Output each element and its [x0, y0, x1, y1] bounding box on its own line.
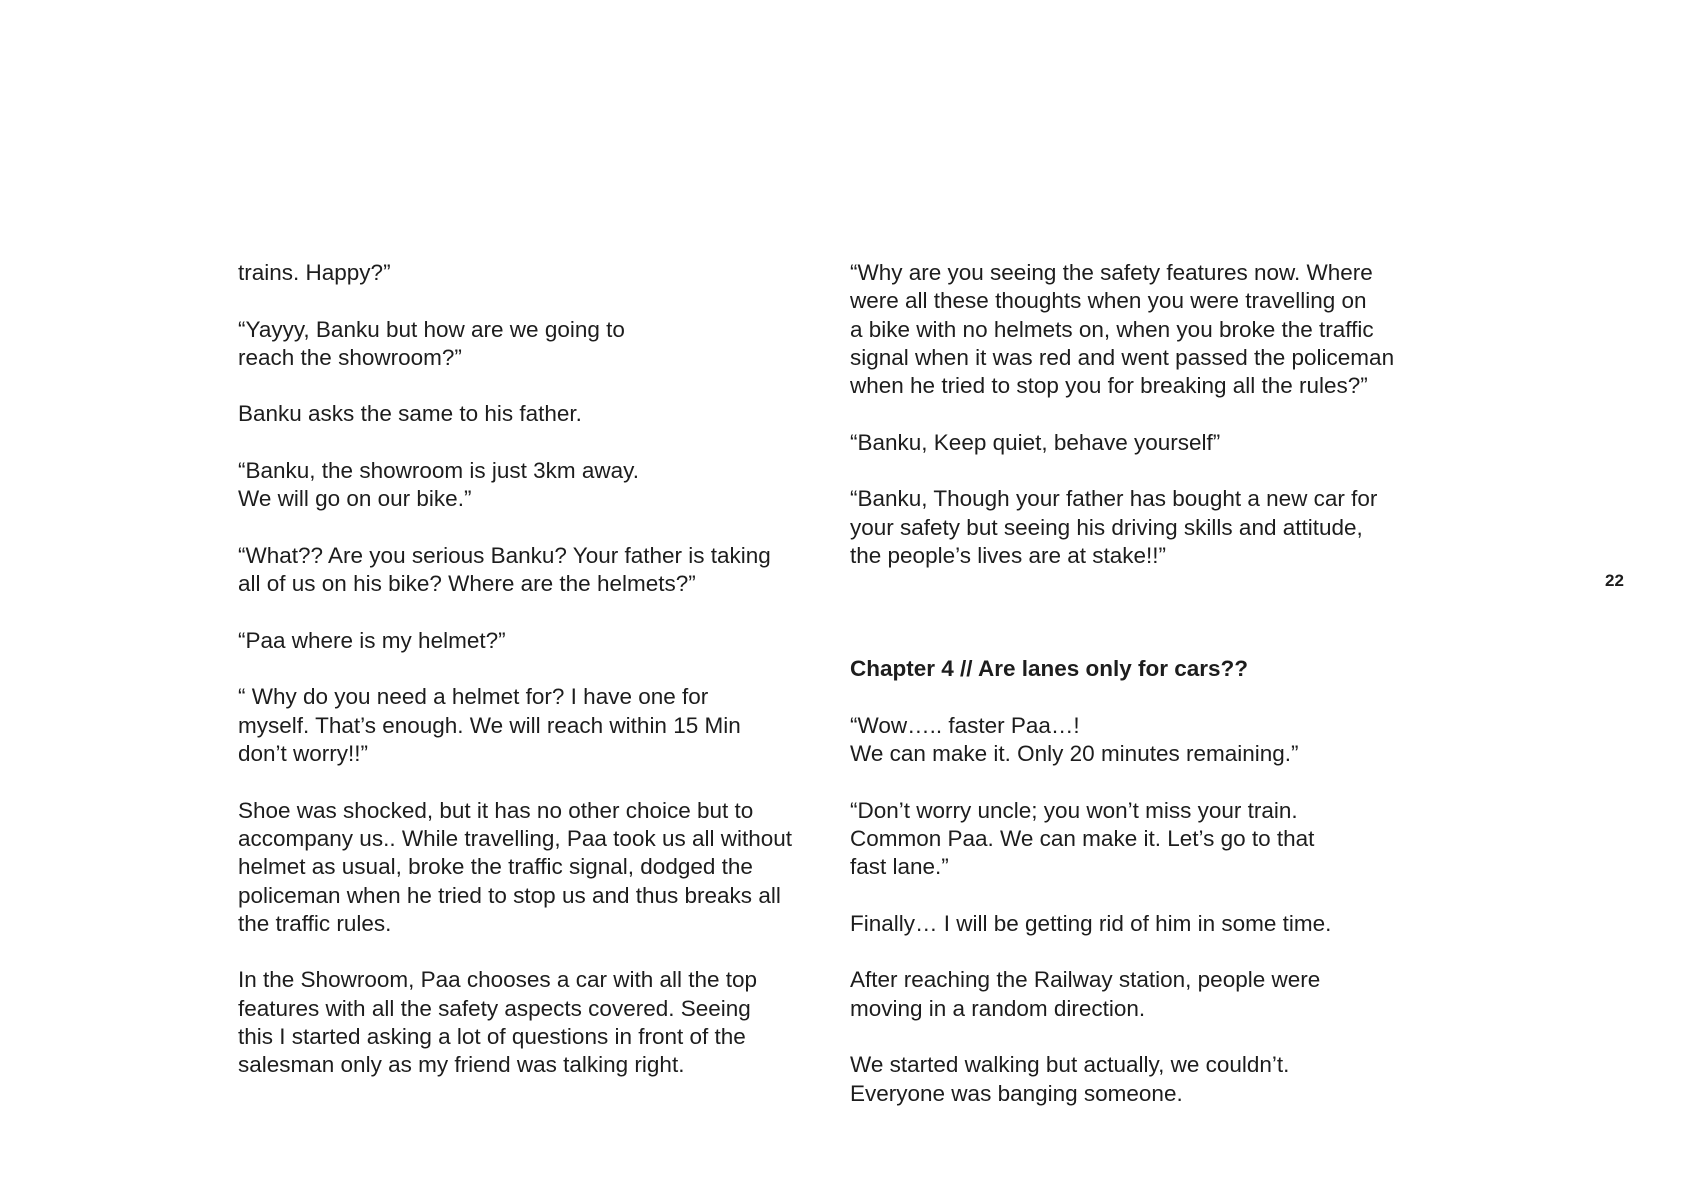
paragraph: “Banku, the showroom is just 3km away. We will go on our bike.”: [238, 458, 639, 512]
paragraph: We started walking but actually, we couldn’t. Everyone was banging someone.: [850, 1052, 1290, 1106]
page-number: 22: [1605, 571, 1624, 590]
left-column: [238, 259, 838, 1108]
paragraph: Banku asks the same to his father.: [238, 401, 582, 427]
paragraph: “Paa where is my helmet?”: [238, 627, 506, 653]
paragraph: “What?? Are you serious Banku? Your father is taking all of us on his bike? Where are the helmets?”: [238, 542, 771, 597]
paragraph: “Wow….. faster Paa…! We can make it. Only 20 minutes remaining.”: [850, 712, 1299, 767]
chapter-title: Chapter 4 // Are lanes only for cars??: [850, 656, 1249, 682]
paragraph: “Yayyy, Banku but how are we going to reach the showroom?”: [238, 316, 625, 370]
paragraph: “ Why do you need a helmet for? I have one for myself. That’s enough. We will reach within 15 Min don’t worry!!”: [238, 684, 741, 767]
paragraph: “Don’t worry uncle; you won’t miss your train. Common Paa. We can make it. Let’s go to that fast lane.”: [850, 797, 1315, 880]
paragraph: In the Showroom, Paa chooses a car with all the top features with all the safety aspects covered. Seeing this I started asking a lot of questions in front of the salesman only as my friend was talking right.: [238, 967, 758, 1078]
section-spacer: [850, 599, 1450, 656]
paragraph: “Banku, Though your father has bought a new car for your safety but seeing his driving skills and attitude, the people’s lives are at stake!!”: [850, 486, 1378, 568]
paragraph: Finally… I will be getting rid of him in some time.: [850, 910, 1332, 936]
paragraph: “Banku, Keep quiet, behave yourself”: [850, 429, 1221, 455]
paragraph: After reaching the Railway station, people were moving in a random direction.: [850, 967, 1321, 1021]
paragraph: Shoe was shocked, but it has no other choice but to accompany us.. While travelling, Paa took us all without helmet as usual, broke the traffic signal, dodged the policeman when he tried to stop us and thus breaks all the traffic rules.: [238, 797, 793, 936]
paragraph: trains. Happy?”: [238, 260, 391, 285]
paragraph: “Why are you seeing the safety features now. Where were all these thoughts when you were travelling on a bike with no helmets on, when you broke the traffic signal when it was red and went passed the policeman when he tried to stop you for breaking all the rules?”: [850, 260, 1395, 399]
right-column: [850, 259, 1450, 1136]
